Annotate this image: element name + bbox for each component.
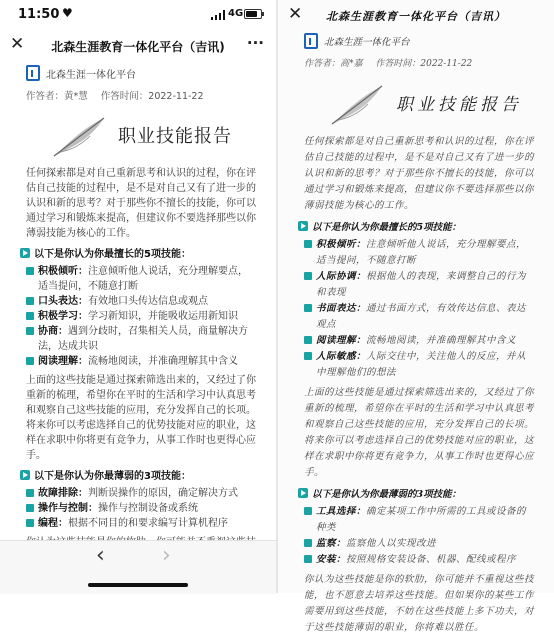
feather-icon [328,82,386,128]
weak-skills-heading-text: 以下是你认为你最薄弱的3项技能： [312,489,462,500]
strong-skills-heading-text: 以下是你认为你最擅长的5项技能： [34,249,191,260]
skill-desc: 操作与控制设备或系统 [98,503,198,514]
report-title: 职业技能报告 [396,95,522,115]
list-item [304,536,534,552]
skill-desc: 有效地口头传达信息或观点 [88,296,208,307]
list-item [26,324,256,354]
list-item [304,301,534,333]
skill-name: 安装： [316,554,347,565]
skill-name: 口头表达： [38,296,88,307]
heart-icon: ♥ [62,6,73,20]
list-item [304,504,534,536]
list-item [304,349,534,381]
author: 作答者：黄*慧 [26,91,88,102]
skill-desc: 注意倾听他人说话，充分理解要点，适当提问，不随意打断 [316,239,527,266]
skill-name: 编程： [38,518,68,529]
forward-icon[interactable]: › [162,543,171,568]
strong-skills-heading [298,220,534,235]
right-handwritten-panel [278,0,554,633]
play-icon [20,248,30,258]
feather-icon [50,114,108,160]
org-header [26,62,256,86]
report-content [304,30,534,642]
strong-skills-heading-text: 以下是你认为你最擅长的5项技能： [312,222,462,233]
middle-paragraph: 上面的这些技能是通过探索筛选出来的，又经过了你重新的梳理，希望你在平时的生活和学习中认真思考和观察自己这些技能的应用，充分发挥自己的长项。将来你可以考虑选择自己的优势技能对应的职业，这样在求职中你将更有竞争力，从事工作时也更得心应手。 [26,375,256,461]
intro-paragraph: 任何探索都是对自己重新思考和认识的过程，你在评估自己技能的过程中，是不是对自己又有了进一步的认识和新的思考？对于那些你不擅长的技能，你可以通过学习和锻炼来提高，但建议你不要选择那些以你薄弱技能为核心的工作。 [26,168,256,239]
play-icon [298,488,308,498]
platform-logo-icon [26,65,40,81]
play-icon [20,470,30,480]
middle-paragraph: 上面的这些技能是通过探索筛选出来的，又经过了你重新的梳理，希望你在平时的生活和学习中认真思考和观察自己这些技能的应用，充分发挥自己的长项。将来你可以考虑选择自己的优势技能对应的职业，这样在求职中你将更有竞争力，从事工作时也更得心应手。 [304,387,535,478]
browser-bottom-bar [0,540,276,594]
skill-name: 阅读理解： [38,356,88,367]
org-name: 北森生涯一体化平台 [324,37,410,48]
skill-name: 工具选择： [316,506,367,517]
skill-desc: 流畅地阅读，并准确理解其中含义 [88,356,238,367]
status-time: 11:50 [18,7,60,22]
skill-desc: 注意倾听他人说话，充分理解要点，适当提问，不随意打断 [38,266,248,292]
skill-desc: 遇到分歧时，召集相关人员，商量解决方法，达成共识 [38,326,248,352]
list-item [26,309,256,324]
skill-name: 故障排除： [38,488,88,499]
skill-desc: 根据他人的表现，来调整自己的行为和表现 [316,271,527,298]
skill-name: 阅读理解： [316,335,367,346]
org-name: 北森生涯一体化平台 [46,70,136,81]
skill-name: 积极倾听： [316,239,367,250]
battery-icon [244,9,262,19]
status-bar [0,0,276,30]
strong-skills-list [304,237,534,381]
close-icon[interactable]: ✕ [288,4,303,24]
list-item [26,516,256,531]
skill-desc: 按照规格安装设备、机器、配线或程序 [346,554,517,565]
skill-desc: 流畅地阅读，并准确理解其中含义 [366,335,517,346]
list-item [26,486,256,501]
skill-name: 监察： [316,538,347,549]
report-meta [26,88,256,104]
close-icon[interactable]: ✕ [10,34,25,54]
weak-skills-list [26,486,256,531]
list-item [26,354,256,369]
report-title: 职业技能报告 [118,126,232,147]
list-item [26,264,256,294]
strong-skills-list [26,264,256,369]
home-indicator[interactable] [88,583,188,587]
skill-name: 人际协调： [316,271,367,282]
skill-desc: 确定某项工作中所需的工具或设备的种类 [316,506,527,533]
play-icon [298,221,308,231]
skill-name: 积极学习： [38,311,88,322]
network-type: 4G [228,8,244,19]
weak-skills-heading-text: 以下是你认为你最薄弱的3项技能： [34,471,191,482]
skill-desc: 通过书面方式，有效传达信息、表达观点 [316,303,527,330]
list-item [304,552,534,568]
list-item [304,237,534,269]
more-icon[interactable]: ··· [246,34,264,52]
weak-skills-heading [298,487,534,502]
report-banner [26,108,256,162]
skill-name: 协商： [38,326,68,337]
intro-paragraph: 任何探索都是对自己重新思考和认识的过程，你在评估自己技能的过程中，是不是对自己又有了进一步的认识和新的思考？对于那些你不擅长的技能，你可以通过学习和锻炼来提高，但建议你不要选择那些以你薄弱技能为核心的工作。 [304,136,535,211]
report-meta [304,56,534,72]
platform-logo-icon [304,33,318,49]
author: 作答者：高*嘉 [304,59,363,69]
skill-desc: 人际交往中，关注他人的反应，并从中理解他们的想法 [316,351,527,378]
strong-skills-heading [20,247,256,262]
nav-title: 北森生涯教育一体化平台（吉讯） [326,10,506,23]
weak-skills-list [304,504,534,568]
tail-paragraph: 你认为这些技能是你的软肋，你可能并不重视这些技能，也不愿意去培养这些技能。但如果你的某些工作需要用到这些技能，不妨在这些技能上多下功夫，对于这些技能薄弱的职业，你将难以胜任。 [304,574,535,633]
list-item [304,333,534,349]
list-item [304,269,534,301]
skill-name: 人际敏感： [316,351,367,362]
answer-date: 作答时间：2022-11-22 [375,59,473,69]
skill-name: 操作与控制： [38,503,98,514]
nav-bar [0,30,276,62]
nav-bar [278,0,554,32]
skill-desc: 学习新知识，并能吸收运用新知识 [88,311,238,322]
skill-desc: 监察他人以实现改进 [346,538,437,549]
left-screenshot-panel [0,0,276,593]
skill-desc: 根据不同目的和要求编写计算机程序 [68,518,228,529]
signal-icon [211,10,225,20]
report-banner [304,76,534,130]
answer-date: 作答时间：2022-11-22 [100,91,204,102]
list-item [26,501,256,516]
nav-title: 北森生涯教育一体化平台（吉讯) [51,40,225,54]
back-icon[interactable]: ‹ [96,543,105,568]
skill-desc: 判断误操作的原因，确定解决方式 [88,488,238,499]
report-content [26,62,256,556]
list-item [26,294,256,309]
org-header [304,30,534,54]
weak-skills-heading [20,469,256,484]
skill-name: 积极倾听： [38,266,88,277]
skill-name: 书面表达： [316,303,367,314]
